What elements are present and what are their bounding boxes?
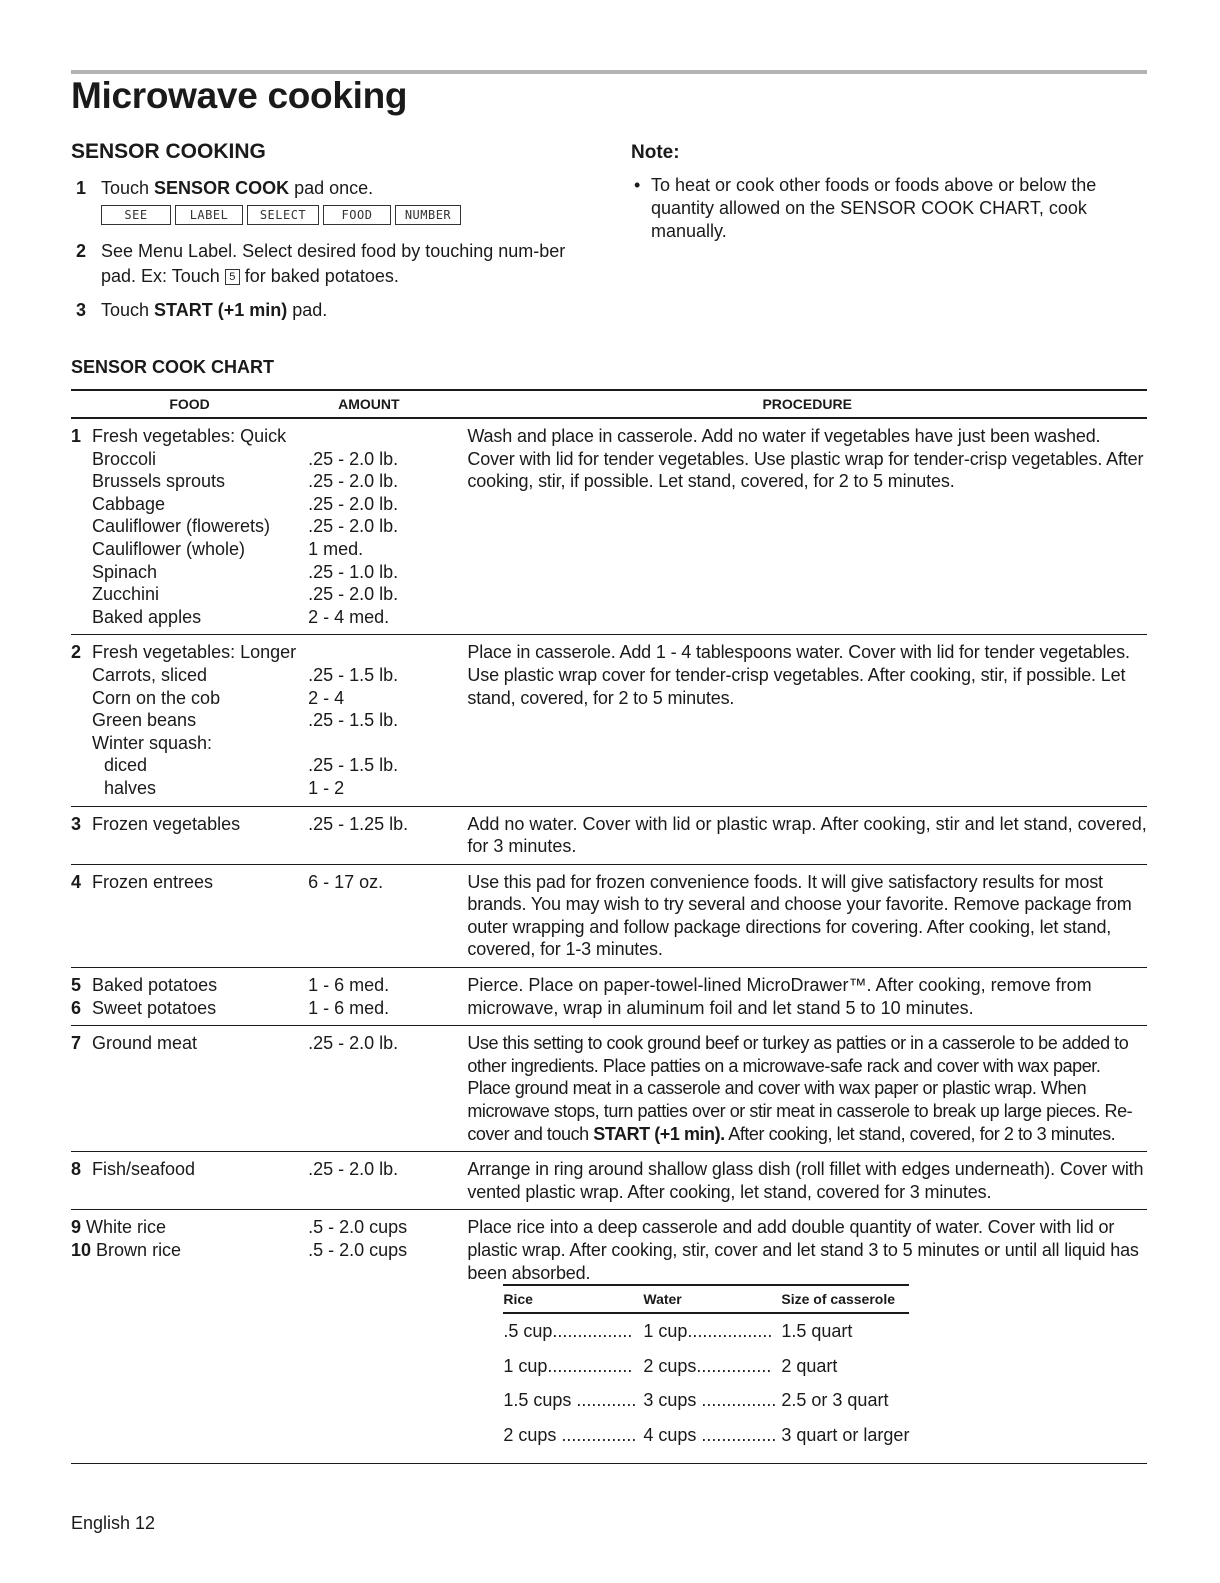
amount: .5 - 2.0 cups — [308, 1217, 408, 1238]
step-text: Touch — [101, 300, 155, 320]
procedure: Add no water. Cover with lid or plastic wrap. After cooking, stir and let stand, covered, for 3 minutes. — [467, 806, 1147, 864]
rice-table-header — [503, 1285, 909, 1313]
step-text: pad once. — [289, 178, 374, 198]
food-item: Brussels sprouts — [92, 471, 226, 492]
food-item: Carrots, sliced — [92, 664, 208, 685]
display-word: SEE — [101, 205, 171, 225]
amount: 2 - 4 — [308, 687, 345, 708]
step-2 — [71, 239, 591, 289]
sensor-cooking-heading: SENSOR COOKING — [71, 140, 266, 163]
manual-page — [71, 0, 1147, 1583]
step-text: for baked potatoes. — [239, 266, 399, 286]
step-pad-name: SENSOR COOK — [154, 178, 290, 198]
water-header: Water — [643, 1285, 781, 1313]
amount: 1 - 6 med. — [308, 975, 390, 996]
procedure: Wash and place in casserole. Add no water if vegetables have just been washed. Cover with lid for tender vegetables. Use plastic wrap for tender-crisp vegetables. After cooking, stir, if possible. Let stand, covered, for 2 to 5 minutes. — [467, 418, 1147, 635]
food-item: Cauliflower (flowerets) — [92, 516, 271, 537]
food-item: 7 Ground meat — [71, 1033, 198, 1054]
food-item: halves — [104, 777, 157, 798]
amount: .25 - 2.0 lb. — [308, 516, 399, 537]
step-pad-name: START (+1 min) — [154, 300, 288, 320]
display-word: FOOD — [323, 205, 391, 225]
step-text: See Menu Label. Select desired food by touching num-ber pad. Ex: Touch — [101, 241, 566, 286]
food-item: Baked apples — [92, 606, 202, 627]
table-row — [71, 1026, 1147, 1152]
amount: .25 - 1.25 lb. — [308, 806, 467, 864]
procedure: Place rice into a deep casserole and add double quantity of water. Cover with lid or plastic wrap. After cooking, stir, cover and let stand 3 to 5 minutes or until all liquid has been absorbed. — [467, 1217, 1139, 1283]
amount — [308, 732, 467, 755]
food-item: 9 White rice — [71, 1217, 167, 1238]
amount: .25 - 2.0 lb. — [308, 1152, 467, 1210]
note-heading: Note: — [631, 142, 680, 163]
amount: .25 - 2.0 lb. — [308, 1026, 467, 1152]
rice-table-row: 1.5 cups ............ 3 cups ............... 2.5 or 3 quart — [503, 1390, 889, 1411]
food-item: Cabbage — [92, 493, 166, 514]
food-item: 6 Sweet potatoes — [71, 997, 217, 1018]
step-text: Touch — [101, 178, 155, 198]
food-item: 8 Fish/seafood — [71, 1159, 196, 1180]
amount: .25 - 1.0 lb. — [308, 561, 399, 582]
amount: .25 - 2.0 lb. — [308, 471, 399, 492]
food-number: 3 — [71, 813, 82, 834]
amount: .25 - 1.5 lb. — [308, 664, 399, 685]
step-number: 2 — [76, 241, 87, 261]
food-item: Winter squash: — [92, 732, 213, 753]
food-item: Broccoli — [92, 448, 157, 469]
procedure: Pierce. Place on paper-towel-lined MicroDrawer™. After cooking, remove from microwave, wrap in aluminum foil and let stand 5 to 10 minutes. — [467, 968, 1147, 1026]
procedure: Arrange in ring around shallow glass dish (roll fillet with edges underneath). Cover with vented plastic wrap. After cooking, let stand, covered for 3 minutes. — [467, 1152, 1147, 1210]
food-item: Spinach — [92, 561, 158, 582]
food-item: 3 Frozen vegetables — [71, 813, 241, 834]
note-text: To heat or cook other foods or foods above or below the quantity allowed on the SENSOR COOK CHART, cook manually. — [651, 175, 1097, 241]
food-item: Green beans — [92, 710, 197, 731]
procedure: Use this pad for frozen convenience foods. It will give satisfactory results for most brands. You may wish to try several and choose your favorite. Remove package from outer wrapping and follow package directions for covering. After cooking, let stand, covered, for 1-3 minutes. — [467, 864, 1147, 967]
display-word: NUMBER — [395, 205, 461, 225]
page-footer: English 12 — [71, 1513, 156, 1533]
table-row — [71, 864, 1147, 967]
food-column-header: FOOD — [71, 390, 308, 418]
amount: .5 - 2.0 cups — [308, 1240, 408, 1260]
step-1 — [71, 176, 591, 225]
amount: .25 - 1.5 lb. — [308, 755, 399, 776]
food-number: 4 — [71, 871, 82, 892]
food-item: Zucchini — [92, 584, 160, 605]
sensor-cooking-section — [71, 140, 591, 332]
amount: .25 - 2.0 lb. — [308, 584, 399, 605]
rice-table-row: 1 cup................. 2 cups............... 2 quart — [503, 1355, 838, 1376]
food-item: Cauliflower (whole) — [92, 538, 246, 559]
amount: 1 - 2 — [308, 777, 345, 798]
food-number: 7 — [71, 1033, 82, 1054]
food-item: diced — [104, 755, 148, 776]
food-number: 9 — [71, 1217, 82, 1238]
number-5-key-icon: 5 — [225, 269, 240, 285]
food-number: 8 — [71, 1159, 82, 1180]
food-number: 5 — [71, 975, 82, 996]
table-row — [71, 418, 1147, 635]
sensor-cook-chart — [71, 389, 1147, 1464]
chart-title: SENSOR COOK CHART — [71, 357, 275, 377]
amount: .25 - 1.5 lb. — [308, 710, 399, 731]
note-bullet — [631, 174, 1147, 243]
amount: .25 - 2.0 lb. — [308, 493, 399, 514]
rice-header: Rice — [503, 1285, 643, 1313]
display-word: LABEL — [175, 205, 243, 225]
table-row — [71, 1152, 1147, 1210]
chart-header-row — [71, 390, 1147, 418]
food-number: 1 — [71, 426, 82, 446]
step-number: 3 — [76, 300, 87, 320]
table-row — [71, 635, 1147, 806]
food-number: 10 — [71, 1240, 92, 1260]
amount: 2 - 4 med. — [308, 606, 390, 627]
rice-table-row: .5 cup................ 1 cup................. 1.5 quart — [503, 1321, 853, 1342]
amount: .25 - 2.0 lb. — [308, 448, 399, 469]
food-number: 6 — [71, 997, 82, 1018]
rice-table-row: 2 cups ............... 4 cups ............... 3 quart or larger — [503, 1424, 910, 1445]
display-readout — [101, 205, 591, 225]
food-heading: 2 Fresh vegetables: Longer — [71, 642, 297, 663]
rice-water-table — [503, 1284, 909, 1452]
procedure: Use this setting to cook ground beef or turkey as patties or in a casserole to be added to other ingredients. Place patties on a microwave-safe rack and cover with wax paper. Place ground meat in a casserole and cover with wax paper or plastic wrap. When microwave stops, turn patties over or stir meat in casserole to break up large pieces. Re-cover and touch START (+1 min). After cooking, let stand, covered, for 2 to 3 minutes. — [467, 1026, 1147, 1152]
amount: 6 - 17 oz. — [308, 864, 467, 967]
food-item: 4 Frozen entrees — [71, 871, 214, 892]
table-row — [71, 1210, 1147, 1463]
food-item: 10 Brown rice — [71, 1240, 182, 1260]
amount: 1 - 6 med. — [308, 997, 390, 1018]
food-item: Corn on the cob — [92, 687, 221, 708]
casserole-size-header: Size of casserole — [781, 1285, 909, 1313]
food-number: 2 — [71, 642, 82, 663]
procedure-column-header: PROCEDURE — [467, 390, 1147, 418]
note-section — [631, 140, 1147, 243]
step-3 — [71, 298, 591, 323]
step-number: 1 — [76, 178, 87, 198]
table-row — [71, 968, 1147, 1026]
procedure: Place in casserole. Add 1 - 4 tablespoons water. Cover with lid for tender vegetables. Use plastic wrap cover for tender-crisp vegetables. After cooking, stir, if possible. Let stand, covered, for 2 to 5 minutes. — [467, 635, 1147, 806]
table-row — [71, 806, 1147, 864]
food-item: 5 Baked potatoes — [71, 975, 218, 996]
food-heading: 1 Fresh vegetables: Quick — [71, 426, 287, 446]
top-rule — [71, 70, 1147, 74]
page-title: Microwave cooking — [71, 75, 408, 116]
amount: 1 med. — [308, 538, 364, 559]
step-text: pad. — [287, 300, 328, 320]
display-word: SELECT — [247, 205, 319, 225]
bullet-icon: • — [634, 175, 641, 195]
amount-column-header: AMOUNT — [308, 390, 467, 418]
